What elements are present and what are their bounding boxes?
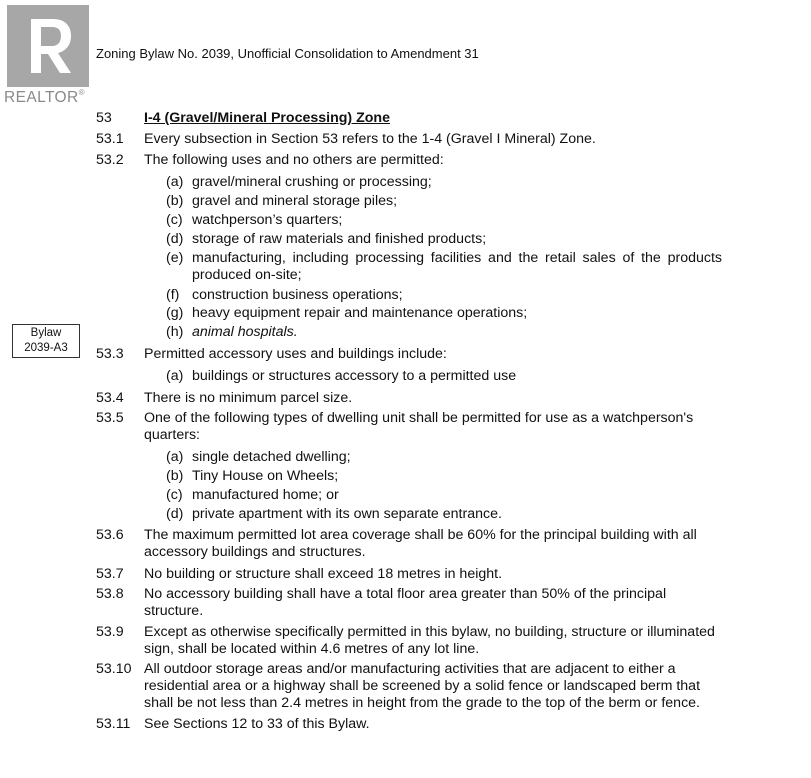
clause-text: No accessory building shall have a total floor area greater than 50% of the principal structure. (144, 586, 667, 619)
list-text: single detached dwelling; (192, 449, 351, 465)
list-label: (h) (166, 324, 184, 340)
list-text: manufactured home; or (192, 487, 339, 503)
clause-text: The following uses and no others are permitted: (144, 152, 444, 168)
list-text: construction business operations; (192, 287, 403, 303)
clause-number: 53.9 (96, 624, 124, 640)
list-label: (d) (166, 231, 184, 247)
list-label: (e) (166, 250, 184, 266)
list-label: (c) (166, 212, 183, 228)
margin-note-line1: Bylaw (30, 327, 62, 339)
list-label: (a) (166, 368, 184, 384)
list-label: (c) (166, 487, 183, 503)
clause-number: 53.5 (96, 410, 124, 426)
clause-number: 53.4 (96, 390, 124, 406)
list-text: watchperson’s quarters; (192, 212, 343, 228)
list-text: animal hospitals. (192, 324, 298, 340)
list-text: buildings or structures accessory to a permitted use (192, 368, 517, 384)
clause-number: 53.10 (96, 661, 132, 677)
clause-number: 53.1 (96, 131, 124, 147)
realtor-wordmark: REALTOR® (4, 88, 85, 106)
clause-text: No building or structure shall exceed 18 metres in height. (144, 566, 503, 582)
clause-number: 53.6 (96, 527, 124, 543)
document-header: Zoning Bylaw No. 2039, Unofficial Consolidation to Amendment 31 (96, 46, 479, 61)
list-label: (b) (166, 468, 184, 484)
list-label: (a) (166, 174, 184, 190)
list-label: (g) (166, 305, 184, 321)
list-text: gravel/mineral crushing or processing; (192, 174, 432, 190)
list-text: manufacturing, including processing facilities and the retail sales of the products produced on-site; (192, 250, 722, 283)
section-title: I-4 (Gravel/Mineral Processing) Zone (144, 110, 390, 126)
list-label: (f) (166, 287, 180, 303)
clause-text: Except as otherwise specifically permitted in this bylaw, no building, structure or illuminated sign, shall be located within 4.6 metres of any lot line. (144, 624, 715, 657)
clause-text: One of the following types of dwelling unit shall be permitted for use as a watchperson's quarters: (144, 410, 694, 443)
clause-number: 53.2 (96, 152, 124, 168)
clause-text: Every subsection in Section 53 refers to the 1-4 (Gravel I Mineral) Zone. (144, 131, 596, 147)
list-text: private apartment with its own separate entrance. (192, 506, 502, 522)
list-label: (d) (166, 506, 184, 522)
list-text: heavy equipment repair and maintenance operations; (192, 305, 528, 321)
clause-text: There is no minimum parcel size. (144, 390, 353, 406)
clause-text: Permitted accessory uses and buildings include: (144, 346, 447, 362)
clause-text: All outdoor storage areas and/or manufacturing activities that are adjacent to either a residential area or a highway shall be screened by a solid fence or landscaped berm that shall be not less than 2.4 metres in height from the grade to the top of the berm or fence. (144, 661, 701, 711)
clause-number: 53.11 (96, 716, 131, 732)
realtor-r-mark (7, 5, 89, 87)
bylaw-margin-note (12, 324, 80, 358)
clause-number: 53.8 (96, 586, 124, 602)
list-text: Tiny House on Wheels; (192, 468, 339, 484)
clause-number: 53.3 (96, 346, 124, 362)
list-label: (b) (166, 193, 184, 209)
clause-text: See Sections 12 to 33 of this Bylaw. (144, 716, 370, 732)
realtor-logo (3, 5, 95, 111)
list-label: (a) (166, 449, 184, 465)
clause-number: 53.7 (96, 566, 124, 582)
section-number: 53 (96, 110, 112, 126)
margin-note-line2: 2039-A3 (24, 342, 68, 354)
list-text: gravel and mineral storage piles; (192, 193, 398, 209)
list-text: storage of raw materials and finished products; (192, 231, 487, 247)
clause-text: The maximum permitted lot area coverage shall be 60% for the principal building with all accessory buildings and structures. (144, 527, 697, 560)
